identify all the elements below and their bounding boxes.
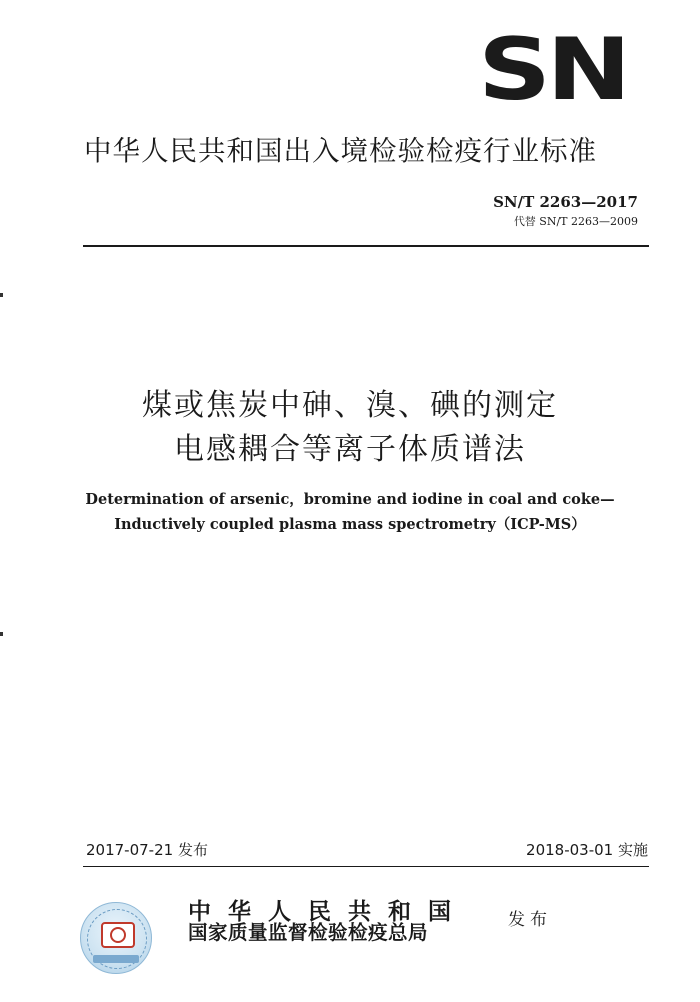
title-chinese-line1: 煤或焦炭中砷、溴、碘的测定: [142, 388, 558, 423]
anti-counterfeit-seal-icon: [80, 902, 152, 974]
seal-emblem-icon: [101, 922, 135, 948]
issuer-agency: 国家质量监督检验检疫总局: [188, 921, 429, 944]
publish-label: 发布: [508, 910, 552, 930]
seal-band: [93, 955, 139, 963]
implementation-date: 2018-03-01 实施: [526, 841, 648, 859]
header-divider: [83, 245, 649, 247]
issue-date: 2017-07-21 发布: [86, 841, 208, 859]
footer-divider: [83, 866, 649, 867]
standard-code: SN/T 2263—2017: [493, 193, 638, 211]
title-english-line1: Determination of arsenic，bromine and iodine in coal and coke—: [85, 491, 615, 508]
title-chinese-line2: 电感耦合等离子体质谱法: [174, 432, 526, 467]
scan-edge-mark: [0, 632, 3, 636]
replaces-code: 代替 SN/T 2263—2009: [513, 215, 638, 228]
sn-logo: SN: [478, 20, 627, 120]
title-english-line2: Inductively coupled plasma mass spectrometry（ICP-MS）: [114, 516, 586, 533]
standard-body-title: 中华人民共和国出入境检验检疫行业标准: [84, 135, 597, 167]
scan-edge-mark: [0, 293, 3, 297]
standard-code-block: [493, 193, 638, 229]
issuer-country: 中华人民共和国: [188, 898, 468, 925]
